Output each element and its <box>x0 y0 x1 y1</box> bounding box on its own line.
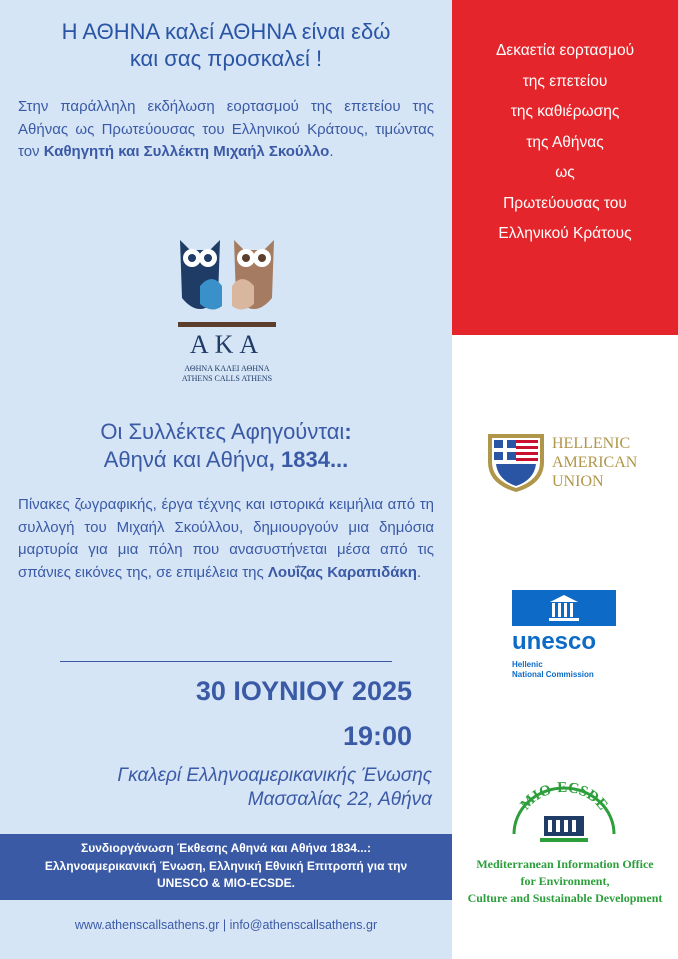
anniversary-line: της Αθήνας <box>526 133 604 151</box>
unesco-temple-icon <box>512 590 616 626</box>
mio-ecsde-emblem-icon <box>504 780 624 850</box>
venue-address: Μασσαλίας 22, Αθήνα <box>247 789 432 810</box>
unesco-subtitle <box>512 660 594 680</box>
right-panel <box>452 0 678 959</box>
aka-logo <box>162 228 292 396</box>
headline <box>0 18 452 72</box>
aka-caption-english: ATHENS CALLS ATHENS <box>181 374 273 383</box>
mio-line3: Culture and Sustainable Development <box>467 891 663 905</box>
exhibition-title-part2: Αθηνά και Αθήνα <box>103 447 269 472</box>
exhibition-title <box>0 418 452 474</box>
headline-line2: και σας προσκαλεί ! <box>129 46 323 71</box>
unesco-sub1: Hellenic <box>512 660 543 669</box>
description-text: Πίνακες ζωγραφικής, έργα τέχνης και ιστορικά κειμήλια από τη συλλογή του Μιχαήλ Σκούλλου, δημιουργούν μια δημόσια μαρτυρία για μια πόλη που ανασυστήνεται μέσα από τις σπάνιες εικόνες της, σε επιμέλεια της <box>18 496 434 581</box>
unesco-temple-block <box>512 590 616 626</box>
curator-name: Λουΐζας Καραπιδάκη <box>267 563 417 581</box>
aka-caption <box>162 364 292 384</box>
anniversary-line: Πρωτεύουσας του <box>503 194 627 212</box>
mio-ecsde-logo <box>504 780 624 850</box>
anniversary-line: ως <box>555 164 575 181</box>
svg-text:MIO-ECSDE <box>518 780 611 813</box>
anniversary-line: Δεκαετία εορτασμού <box>495 42 635 59</box>
mio-ecsde-name <box>452 856 678 907</box>
anniversary-box <box>452 0 678 335</box>
unesco-logo <box>512 590 616 680</box>
mio-line2: for Environment, <box>520 874 610 888</box>
unesco-wordmark: unesco <box>512 628 597 655</box>
anniversary-line: της επετείου <box>522 72 608 90</box>
event-date: 30 ΙΟΥΝΙΟΥ 2025 <box>195 676 412 706</box>
hellenic-american-union-name <box>552 434 637 491</box>
exhibition-title-part1: Οι Συλλέκτες Αφηγούνται <box>100 419 345 444</box>
aka-caption-greek: ΑΘΗΝΑ ΚΑΛΕΙ ΑΘΗΝΑ <box>184 364 270 373</box>
headline-line1: Η ΑΘΗΝΑ καλεί ΑΘΗΝΑ είναι εδώ <box>61 19 391 44</box>
exhibition-title-year: , 1834... <box>268 447 349 472</box>
intro-text: Στην παράλληλη εκδήλωση εορτασμού της επετείου της Αθήνας ως Πρωτεύουσας του Ελληνικού Κράτους, τιμώντας τον <box>18 98 434 160</box>
hau-line2: AMERICAN <box>552 454 638 471</box>
band-line2: Ελληνοαμερικανική Ένωση, Ελληνική Εθνική Επιτροπή για την <box>44 858 408 873</box>
exhibition-title-line1 <box>0 418 452 446</box>
description-end: . <box>416 563 422 581</box>
aka-letters: ΑΚΑ <box>189 330 265 359</box>
co-organizers-band <box>0 834 452 900</box>
venue-name: Γκαλερί Ελληνοαμερικανικής Ένωσης <box>117 765 432 786</box>
exhibition-title-line2 <box>0 446 452 474</box>
band-line1: Συνδιοργάνωση Έκθεσης Αθηνά και Αθήνα 1834...: <box>81 841 371 855</box>
divider <box>60 661 392 662</box>
unesco-sub2: National Commission <box>512 670 594 679</box>
footer-contact[interactable]: www.athenscallsathens.gr | info@athenscallsathens.gr <box>74 918 378 932</box>
anniversary-line: της καθιέρωσης <box>510 103 620 120</box>
event-time: 19:00 <box>342 721 412 751</box>
intro-paragraph <box>18 96 434 164</box>
exhibition-title-colon: : <box>344 419 352 444</box>
description-paragraph <box>18 494 434 584</box>
intro-honoree: Καθηγητή και Συλλέκτη Μιχαήλ Σκούλλο <box>43 143 330 160</box>
intro-end: . <box>329 143 334 160</box>
band-line3: UNESCO & MIO-ECSDE. <box>156 876 295 890</box>
hau-line3: UNION <box>552 473 604 490</box>
mio-line1: Mediterranean Information Office <box>476 857 654 871</box>
anniversary-line: Ελληνικού Κράτους <box>498 225 632 242</box>
mio-arc-text: MIO-ECSDE <box>517 780 611 814</box>
hau-line1: HELLENIC <box>552 435 631 452</box>
event-venue <box>117 764 432 812</box>
